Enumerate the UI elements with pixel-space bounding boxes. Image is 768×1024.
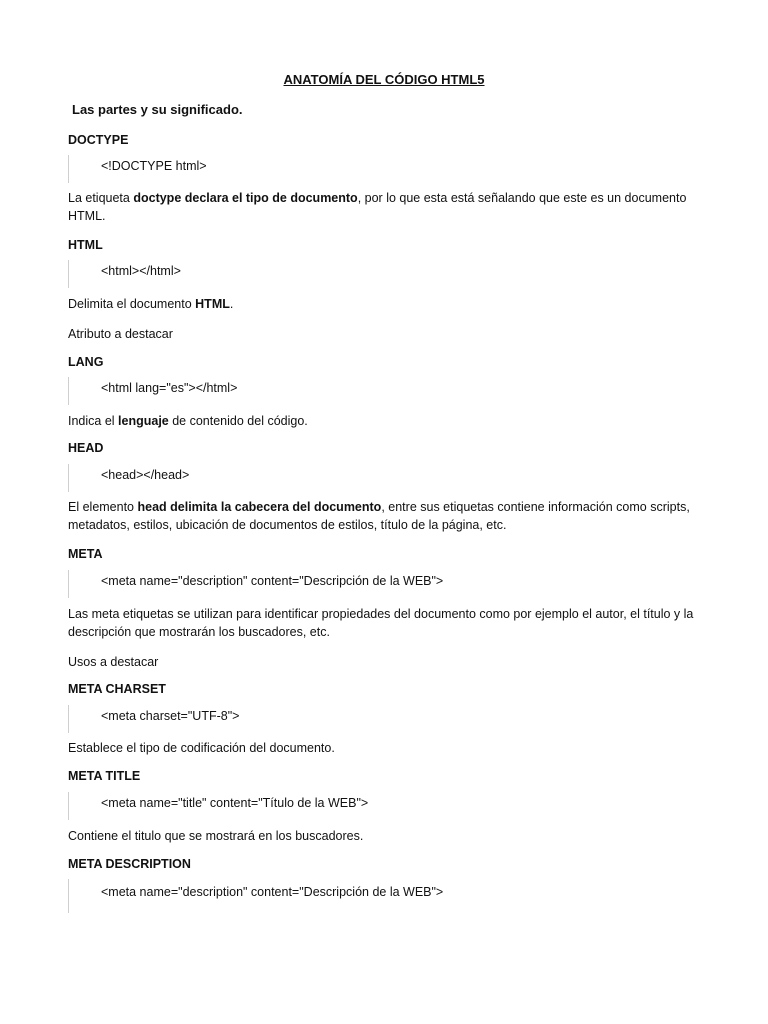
document-subtitle: Las partes y su significado. bbox=[72, 102, 243, 117]
section-heading-lang: LANG bbox=[68, 355, 104, 369]
code-block-meta-charset bbox=[68, 705, 569, 733]
section-heading-head: HEAD bbox=[68, 441, 104, 455]
code-text: <!DOCTYPE html> bbox=[101, 159, 207, 173]
paragraph-head: El elemento head delimita la cabecera del documento, entre sus etiquetas contiene información como scripts, metadatos, estilos, ubicación de documentos de estilos, título de la página, etc. bbox=[68, 500, 690, 532]
paragraph-uses-note: Usos a destacar bbox=[68, 655, 159, 669]
code-block-head bbox=[68, 464, 569, 492]
code-text: <meta name="title" content="Título de la WEB"> bbox=[101, 796, 369, 810]
code-block-meta bbox=[68, 570, 569, 598]
section-heading-meta-charset: META CHARSET bbox=[68, 682, 166, 696]
code-text: <meta charset="UTF-8"> bbox=[101, 709, 240, 723]
section-heading-meta-title: META TITLE bbox=[68, 769, 141, 783]
paragraph-lang: Indica el lenguaje de contenido del código. bbox=[68, 414, 308, 428]
code-text: <meta name="description" content="Descripción de la WEB"> bbox=[101, 574, 444, 588]
document-title: ANATOMÍA DEL CÓDIGO HTML5 bbox=[283, 72, 485, 87]
paragraph-doctype: La etiqueta doctype declara el tipo de documento, por lo que esta está señalando que este es un documento HTML. bbox=[68, 191, 687, 223]
paragraph-meta: Las meta etiquetas se utilizan para identificar propiedades del documento como por ejemplo el autor, el título y la descripción que mostrarán los buscadores, etc. bbox=[68, 607, 694, 639]
code-block-lang bbox=[68, 377, 569, 405]
paragraph-html: Delimita el documento HTML. bbox=[68, 297, 234, 311]
paragraph-meta-charset: Establece el tipo de codificación del documento. bbox=[68, 741, 335, 755]
section-heading-meta-description: META DESCRIPTION bbox=[68, 857, 191, 871]
paragraph-meta-title: Contiene el titulo que se mostrará en los buscadores. bbox=[68, 829, 364, 843]
code-block-html bbox=[68, 260, 569, 288]
section-heading-html: HTML bbox=[68, 238, 103, 252]
code-block-meta-description bbox=[68, 879, 569, 913]
section-heading-doctype: DOCTYPE bbox=[68, 133, 129, 147]
code-text: <meta name="description" content="Descripción de la WEB"> bbox=[101, 885, 444, 899]
code-block-meta-title bbox=[68, 792, 569, 820]
paragraph-attribute-note: Atributo a destacar bbox=[68, 327, 173, 341]
section-heading-meta: META bbox=[68, 547, 103, 561]
code-text: <html></html> bbox=[101, 264, 181, 278]
code-text: <html lang="es"></html> bbox=[101, 381, 238, 395]
code-text: <head></head> bbox=[101, 468, 190, 482]
code-block-doctype bbox=[68, 155, 569, 183]
